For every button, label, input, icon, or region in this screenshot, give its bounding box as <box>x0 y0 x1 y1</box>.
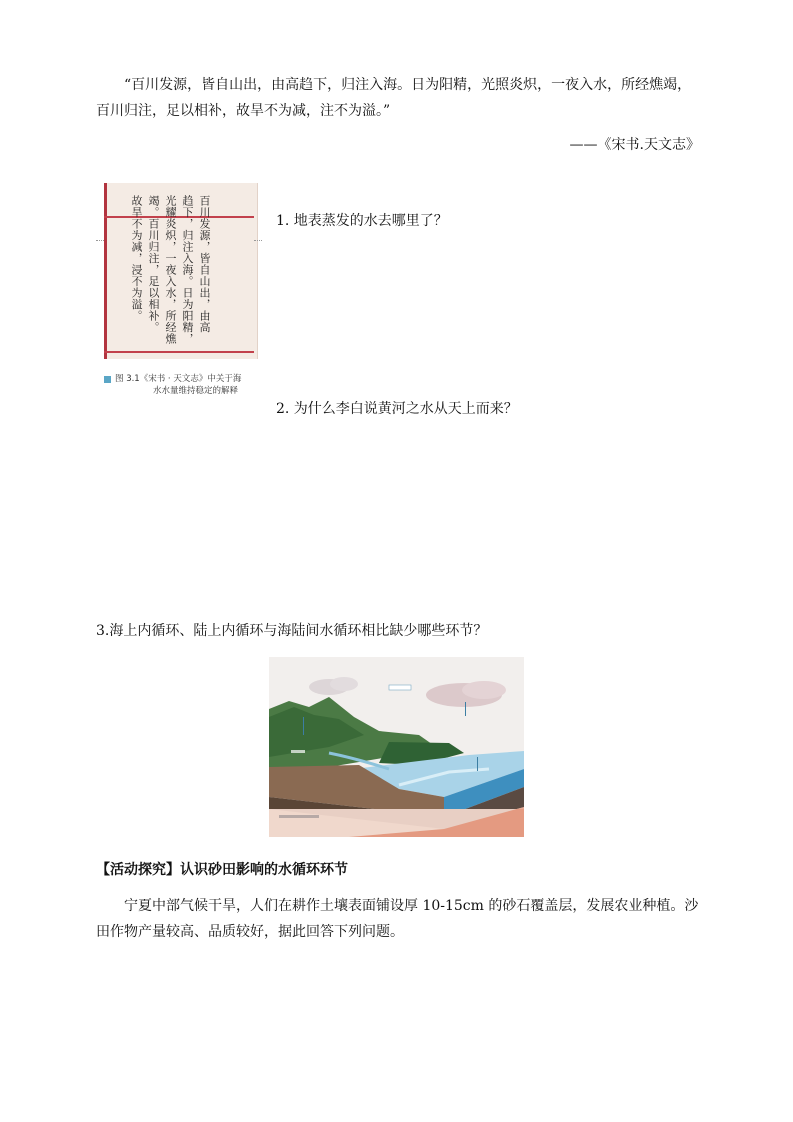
dotted-guide-right <box>254 240 262 241</box>
land-label-box <box>291 750 305 753</box>
dotted-guide-left <box>96 240 104 241</box>
cloud-left-2 <box>330 677 358 691</box>
precip-line <box>465 702 466 716</box>
activity-paragraph: 宁夏中部气候干旱，人们在耕作土壤表面铺设厚 10-15cm 的砂石覆盖层，发展农业种植。沙田作物产量较高、品质较好，据此回答下列问题。 <box>96 898 699 940</box>
question-1: 1. 地表蒸发的水去哪里了？ <box>276 213 448 229</box>
activity-heading: 【活动探究】认识砂田影响的水循环环节 <box>96 862 348 878</box>
vertical-column-5: 故旱不为减，浸不为溢。 <box>130 195 143 322</box>
label-box-top <box>389 685 411 690</box>
vertical-column-4: 竭。百川归注，足以相补。 <box>147 195 160 333</box>
caption-marker <box>104 376 111 383</box>
ocean-marker-line <box>477 757 478 771</box>
vertical-column-2: 趋下，归注入海。日为阳精， <box>181 195 194 345</box>
water-cycle-diagram <box>269 657 524 837</box>
book-red-rule-bottom <box>104 351 254 353</box>
textbook-excerpt-image <box>96 183 262 403</box>
quote-source: ——《宋书.天文志》 <box>569 137 700 153</box>
vertical-text-columns <box>130 195 211 345</box>
classical-quote <box>96 72 700 124</box>
diagram-caption-mark <box>279 815 319 818</box>
figure-caption-line-2: 水水量维持稳定的解释 <box>153 386 239 396</box>
vertical-column-1: 百川发源，皆自山出，由高 <box>198 195 211 333</box>
question-2: 2. 为什么李白说黄河之水从天上而来？ <box>276 401 518 417</box>
figure-caption-line-1: 图 3.1《宋书 · 天文志》中关于海 <box>115 374 242 384</box>
quote-line-2: 百川归注，足以相补，故旱不为减，注不为溢。” <box>96 103 391 119</box>
quote-line-1: “百川发源，皆自山出，由高趋下，归注入海。日为阳精，光照炎炽，一夜入水，所经燋竭， <box>124 77 692 93</box>
question-3: 3.海上内循环、陆上内循环与海陆间水循环相比缺少哪些环节？ <box>96 623 488 639</box>
figure-caption <box>115 373 261 397</box>
vertical-column-3: 光耀炎炽，一夜入水，所经燋 <box>164 195 177 345</box>
water-cycle-svg <box>269 657 524 837</box>
cloud-right-2 <box>462 681 506 699</box>
land-marker-line <box>303 717 304 735</box>
